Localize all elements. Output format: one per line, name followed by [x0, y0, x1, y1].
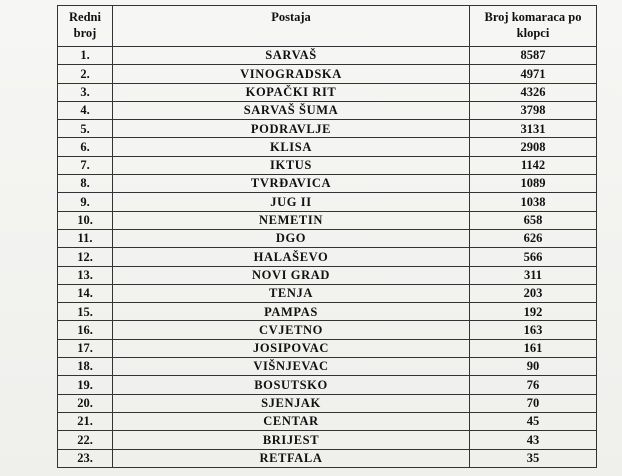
count-cell: 43 — [470, 431, 597, 449]
table-row — [58, 431, 597, 449]
count-cell: 35 — [470, 449, 597, 467]
rank-cell: 6. — [58, 138, 113, 156]
count-cell: 626 — [470, 229, 597, 247]
rank-cell: 12. — [58, 248, 113, 266]
rank-cell: 2. — [58, 65, 113, 83]
station-cell: TVRĐAVICA — [113, 175, 470, 193]
count-cell: 3798 — [470, 101, 597, 119]
station-cell: PAMPAS — [113, 303, 470, 321]
station-cell: JOSIPOVAC — [113, 339, 470, 357]
count-cell: 1038 — [470, 193, 597, 211]
rank-cell: 20. — [58, 394, 113, 412]
rank-cell: 14. — [58, 284, 113, 302]
rank-cell: 3. — [58, 83, 113, 101]
station-cell: BOSUTSKO — [113, 376, 470, 394]
table-row — [58, 321, 597, 339]
count-cell: 76 — [470, 376, 597, 394]
table-row — [58, 138, 597, 156]
station-cell: JUG II — [113, 193, 470, 211]
rank-cell: 18. — [58, 358, 113, 376]
header-count-line2: klopci — [516, 26, 550, 41]
table-row — [58, 248, 597, 266]
rank-cell: 16. — [58, 321, 113, 339]
header-count — [470, 6, 597, 47]
table-row — [58, 193, 597, 211]
station-cell: RETFALA — [113, 449, 470, 467]
count-cell: 90 — [470, 358, 597, 376]
table-row — [58, 339, 597, 357]
table-row — [58, 47, 597, 65]
table-row — [58, 65, 597, 83]
table-row — [58, 266, 597, 284]
count-cell: 45 — [470, 412, 597, 430]
count-cell: 4326 — [470, 83, 597, 101]
count-cell: 1142 — [470, 156, 597, 174]
count-cell: 70 — [470, 394, 597, 412]
station-cell: PODRAVLJE — [113, 120, 470, 138]
rank-cell: 7. — [58, 156, 113, 174]
header-count-line1: Broj komaraca po — [484, 10, 582, 24]
station-cell: SARVAŠ ŠUMA — [113, 101, 470, 119]
table-row — [58, 101, 597, 119]
rank-cell: 22. — [58, 431, 113, 449]
count-cell: 163 — [470, 321, 597, 339]
count-cell: 4971 — [470, 65, 597, 83]
header-rank — [58, 6, 113, 47]
count-cell: 2908 — [470, 138, 597, 156]
rank-cell: 23. — [58, 449, 113, 467]
table-row — [58, 412, 597, 430]
table-row — [58, 284, 597, 302]
count-cell: 311 — [470, 266, 597, 284]
rank-cell: 10. — [58, 211, 113, 229]
rank-cell: 5. — [58, 120, 113, 138]
station-cell: TENJA — [113, 284, 470, 302]
table-row — [58, 303, 597, 321]
station-cell: HALAŠEVO — [113, 248, 470, 266]
station-cell: CENTAR — [113, 412, 470, 430]
header-row — [58, 6, 597, 47]
station-cell: SJENJAK — [113, 394, 470, 412]
station-cell: NOVI GRAD — [113, 266, 470, 284]
station-cell: IKTUS — [113, 156, 470, 174]
station-cell: CVJETNO — [113, 321, 470, 339]
station-cell: SARVAŠ — [113, 47, 470, 65]
station-cell: DGO — [113, 229, 470, 247]
table-row — [58, 376, 597, 394]
header-station — [113, 6, 470, 47]
table-row — [58, 211, 597, 229]
count-cell: 192 — [470, 303, 597, 321]
rank-cell: 21. — [58, 412, 113, 430]
rank-cell: 4. — [58, 101, 113, 119]
header-station-label: Postaja — [271, 10, 311, 24]
station-cell: KOPAČKI RIT — [113, 83, 470, 101]
rank-cell: 1. — [58, 47, 113, 65]
station-cell: NEMETIN — [113, 211, 470, 229]
table-row — [58, 156, 597, 174]
table-row — [58, 358, 597, 376]
table-row — [58, 394, 597, 412]
rank-cell: 11. — [58, 229, 113, 247]
header-rank-line2: broj — [73, 26, 97, 41]
rank-cell: 15. — [58, 303, 113, 321]
table-row — [58, 83, 597, 101]
station-cell: VINOGRADSKA — [113, 65, 470, 83]
count-cell: 566 — [470, 248, 597, 266]
mosquito-count-table — [57, 5, 597, 468]
rank-cell: 9. — [58, 193, 113, 211]
count-cell: 161 — [470, 339, 597, 357]
station-cell: VIŠNJEVAC — [113, 358, 470, 376]
table-row — [58, 175, 597, 193]
count-cell: 658 — [470, 211, 597, 229]
station-cell: BRIJEST — [113, 431, 470, 449]
station-cell: KLISA — [113, 138, 470, 156]
table-row — [58, 449, 597, 467]
rank-cell: 8. — [58, 175, 113, 193]
header-rank-line1: Redni — [69, 10, 101, 24]
table-row — [58, 229, 597, 247]
count-cell: 203 — [470, 284, 597, 302]
count-cell: 1089 — [470, 175, 597, 193]
table-body — [58, 47, 597, 468]
rank-cell: 13. — [58, 266, 113, 284]
count-cell: 8587 — [470, 47, 597, 65]
count-cell: 3131 — [470, 120, 597, 138]
rank-cell: 17. — [58, 339, 113, 357]
table-row — [58, 120, 597, 138]
rank-cell: 19. — [58, 376, 113, 394]
